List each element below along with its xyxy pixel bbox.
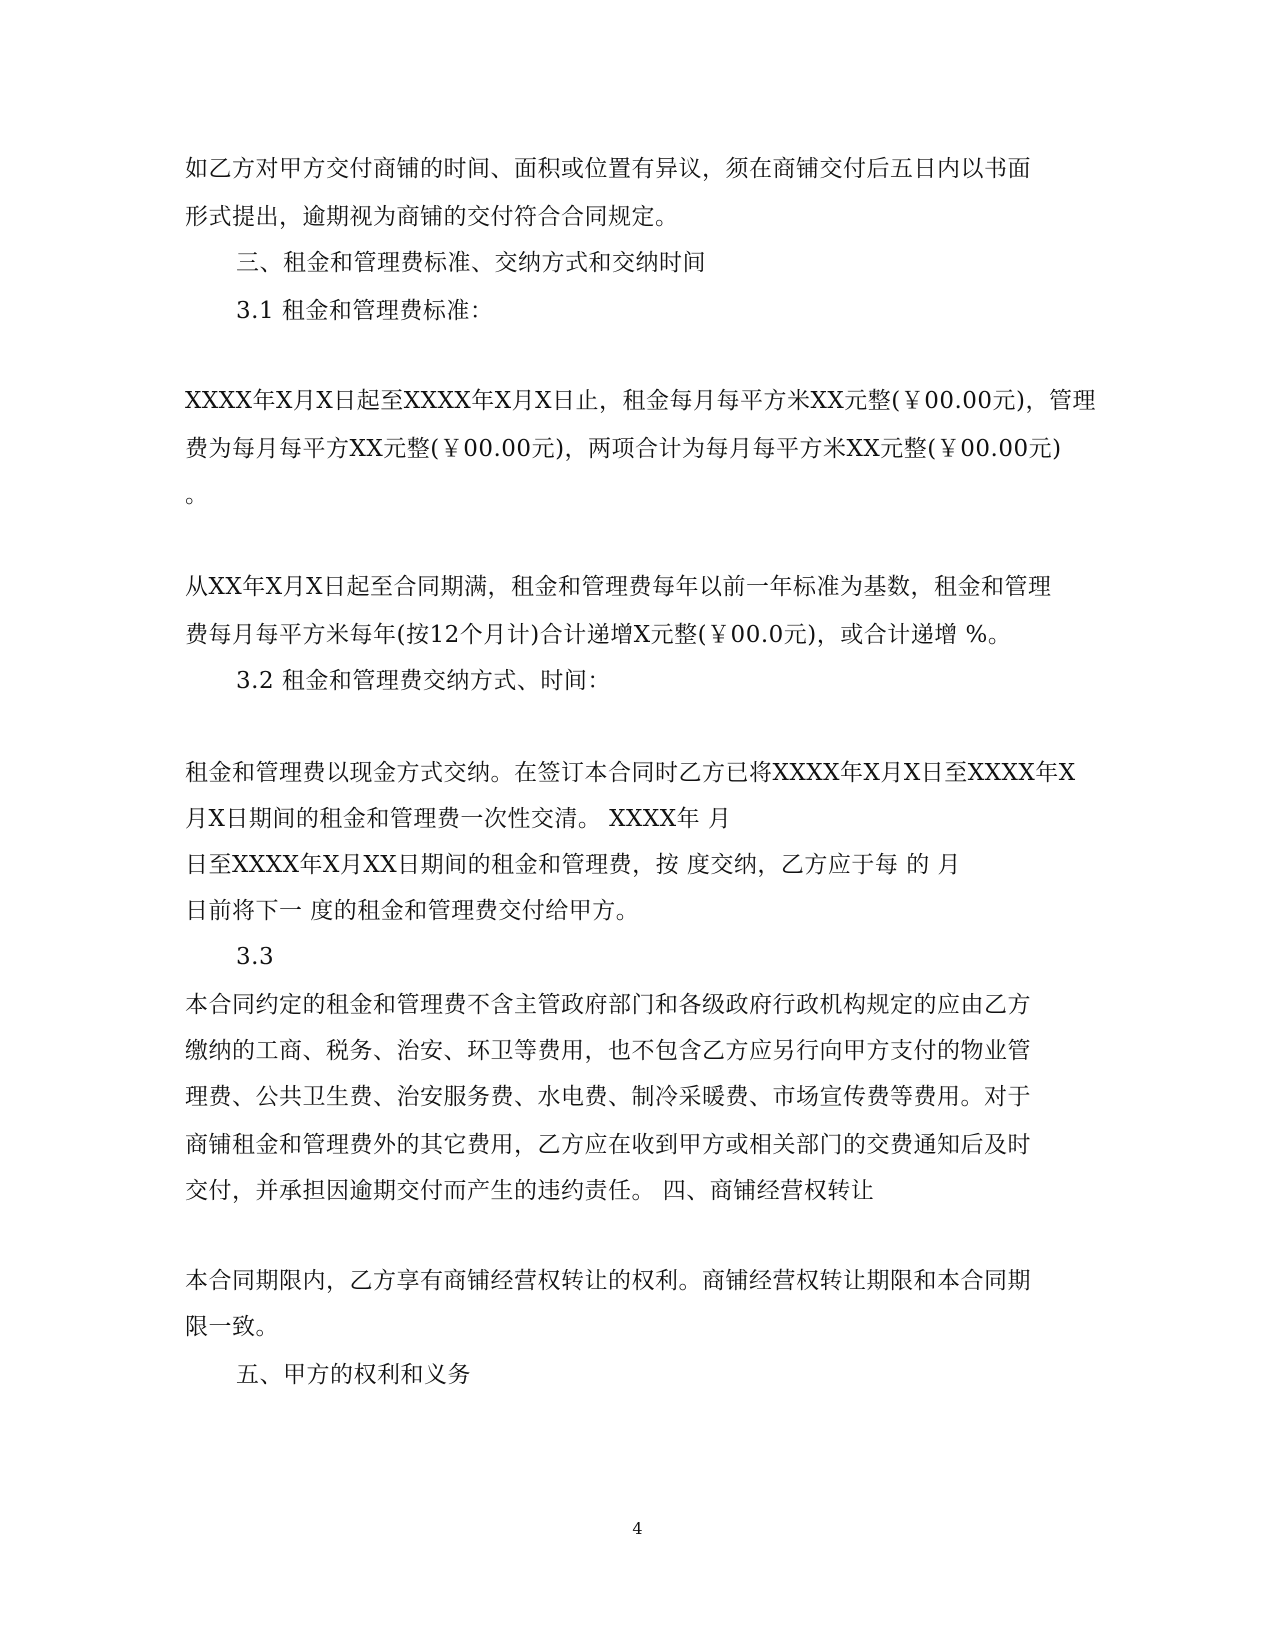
section-heading: 三、租金和管理费标准、交纳方式和交纳时间: [236, 250, 706, 276]
paragraph-line: 限一致。: [185, 1314, 279, 1340]
section-heading: 五、甲方的权利和义务: [236, 1362, 471, 1388]
paragraph-line: 形式提出，逾期视为商铺的交付符合合同规定。: [185, 204, 679, 230]
paragraph-line: 月X日期间的租金和管理费一次性交清。 XXXX年 月: [185, 806, 732, 832]
paragraph-line: 租金和管理费以现金方式交纳。在签订本合同时乙方已将XXXX年X月X日至XXXX年X: [185, 760, 1076, 786]
paragraph-line: 本合同约定的租金和管理费不含主管政府部门和各级政府行政机构规定的应由乙方: [185, 992, 1031, 1018]
paragraph-line: 日至XXXX年X月XX日期间的租金和管理费，按 度交纳，乙方应于每 的 月: [185, 852, 962, 878]
paragraph-line: 本合同期限内，乙方享有商铺经营权转让的权利。商铺经营权转让期限和本合同期: [185, 1268, 1031, 1294]
subsection-heading: 3.3: [236, 944, 275, 970]
paragraph-line: 。: [185, 482, 209, 508]
subsection-heading: 3.2 租金和管理费交纳方式、时间：: [236, 668, 611, 694]
paragraph-line: 交付，并承担因逾期交付而产生的违约责任。 四、商铺经营权转让: [185, 1178, 875, 1204]
page-number: 4: [632, 1519, 643, 1538]
paragraph-line: 商铺租金和管理费外的其它费用，乙方应在收到甲方或相关部门的交费通知后及时: [185, 1132, 1031, 1158]
paragraph-line: 费为每月每平方XX元整(￥00.00元)，两项合计为每月每平方米XX元整(￥00.00元): [185, 436, 1062, 462]
paragraph-line: 如乙方对甲方交付商铺的时间、面积或位置有异议，须在商铺交付后五日内以书面: [185, 156, 1031, 182]
paragraph-line: 日前将下一 度的租金和管理费交付给甲方。: [185, 898, 640, 924]
subsection-heading: 3.1 租金和管理费标准：: [236, 298, 494, 324]
paragraph-line: 费每月每平方米每年(按12个月计)合计递增X元整(￥00.0元)，或合计递增 %。: [185, 622, 1012, 648]
paragraph-line: 缴纳的工商、税务、治安、环卫等费用，也不包含乙方应另行向甲方支付的物业管: [185, 1038, 1031, 1064]
paragraph-line: 理费、公共卫生费、治安服务费、水电费、制冷采暖费、市场宣传费等费用。对于: [185, 1084, 1031, 1110]
paragraph-line: 从XX年X月X日起至合同期满，租金和管理费每年以前一年标准为基数，租金和管理: [185, 574, 1052, 600]
paragraph-line: XXXX年X月X日起至XXXX年X月X日止，租金每月每平方米XX元整(￥00.00元)，管理: [185, 388, 1097, 414]
